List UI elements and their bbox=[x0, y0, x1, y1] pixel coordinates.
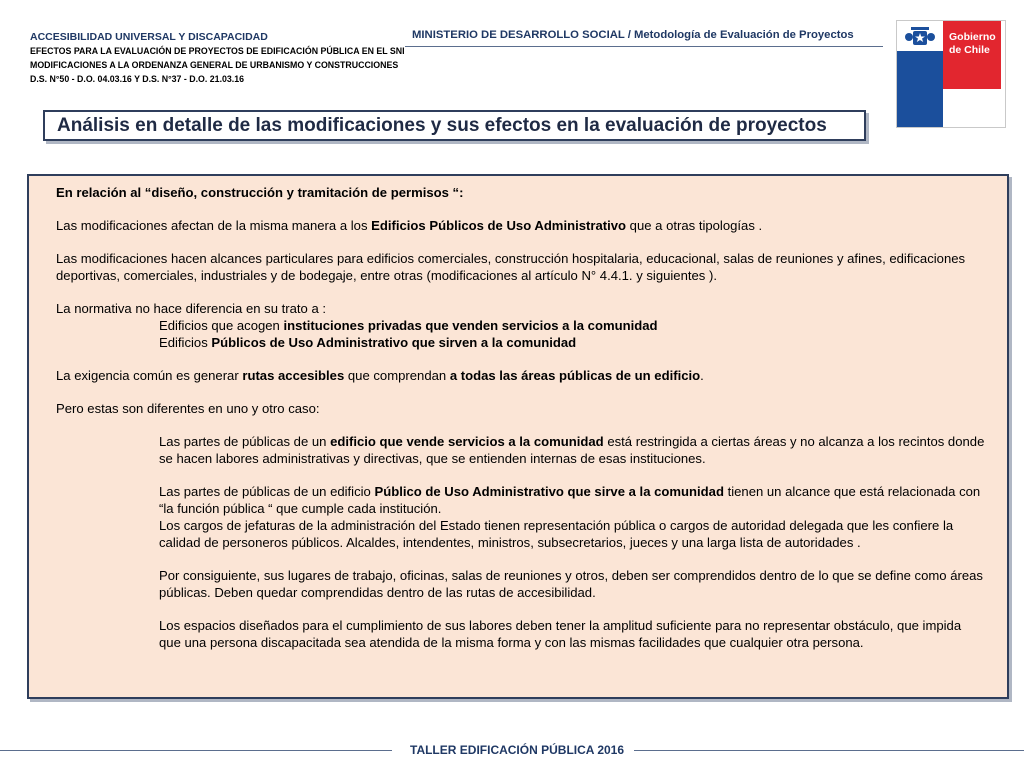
header-divider bbox=[405, 46, 883, 47]
gobierno-de-chile-logo bbox=[896, 20, 1006, 128]
indented-1 bbox=[56, 433, 986, 467]
header-subtitle-2: MODIFICACIONES A LA ORDENANZA GENERAL DE URBANISMO Y CONSTRUCCIONES bbox=[30, 60, 399, 70]
i2-text-c: tienen un alcance que está relacionada con “la función pública “ que cumple cada institución. bbox=[159, 484, 981, 516]
indented-5: Los espacios diseñados para el cumplimiento de sus labores deben tener la amplitud suficiente para no representar obstáculo, que impida que una persona discapacitada sea atendida de la misma forma y con las mismas facilidades que cualquier otra persona. bbox=[159, 618, 962, 650]
paragraph-1 bbox=[56, 217, 986, 234]
i1-text-c: está restringida a ciertas áreas y no alcanza a los recintos donde se hacen labores administrativas y directivas, que se entienden internas de esas instituciones. bbox=[159, 434, 985, 466]
logo-white-band bbox=[943, 89, 1001, 127]
indented-2 bbox=[56, 483, 986, 517]
p1-text-bold: Edificios Públicos de Uso Administrativo bbox=[371, 218, 627, 233]
p1-text-c: que a otras tipologías . bbox=[626, 218, 763, 233]
i2-text-a: Las partes de públicas de un edificio bbox=[159, 484, 375, 499]
footer-rule-right bbox=[634, 750, 1024, 751]
p4-text-c: que comprendan bbox=[344, 368, 450, 383]
footer-text: TALLER EDIFICACIÓN PÚBLICA 2016 bbox=[410, 743, 625, 757]
footer-rule-left bbox=[0, 750, 392, 751]
i2-bold: Público de Uso Administrativo que sirve a la comunidad bbox=[374, 484, 724, 499]
i1-text-a: Las partes de públicas de un bbox=[159, 434, 331, 449]
slide-title: Análisis en detalle de las modificaciones y sus efectos en la evaluación de proyectos bbox=[57, 115, 827, 136]
content-panel bbox=[27, 174, 1009, 699]
bullet-2-bold: Públicos de Uso Administrativo que sirven a la comunidad bbox=[211, 335, 577, 350]
header-subtitle-1: EFECTOS PARA LA EVALUACIÓN DE PROYECTOS DE EDIFICACIÓN PÚBLICA EN EL SNI bbox=[30, 46, 405, 56]
p4-bold-b: rutas accesibles bbox=[242, 368, 345, 383]
p1-text-a: Las modificaciones afectan de la misma manera a los bbox=[56, 218, 372, 233]
p4-text-a: La exigencia común es generar bbox=[56, 368, 243, 383]
bullet-2 bbox=[56, 334, 986, 351]
logo-text-line-1: Gobierno bbox=[949, 31, 996, 43]
logo-text-line-2: de Chile bbox=[949, 44, 990, 56]
indented-4: Por consiguiente, sus lugares de trabajo, oficinas, salas de reuniones y otros, deben ser comprendidos dentro de lo que se define como áreas públicas. Deben quedar comprendidas dentro de las rutas de accesibilidad. bbox=[159, 568, 983, 600]
header-topic: ACCESIBILIDAD UNIVERSAL Y DISCAPACIDAD bbox=[30, 31, 268, 43]
content-text bbox=[56, 184, 986, 651]
p4-text-e: . bbox=[700, 368, 704, 383]
intro-heading bbox=[56, 184, 986, 201]
bullet-2-text: Edificios bbox=[159, 335, 212, 350]
paragraph-2: Las modificaciones hacen alcances particulares para edificios comerciales, construcción hospitalaria, educacional, salas de reuniones y afines, edificaciones deportivas, comerciales, industriales y de bodegaje, entre otras (modificaciones al artículo N° 4.4.1. y siguientes ). bbox=[56, 251, 966, 283]
i1-bold: edificio que vende servicios a la comunidad bbox=[330, 434, 604, 449]
slide-title-box bbox=[43, 110, 866, 141]
bullet-1 bbox=[56, 317, 986, 334]
paragraph-3: La normativa no hace diferencia en su trato a : bbox=[56, 301, 327, 316]
crest-icon bbox=[903, 25, 937, 49]
bullet-1-text: Edificios que acogen bbox=[159, 318, 284, 333]
header-left bbox=[30, 30, 450, 86]
header-ministry: MINISTERIO DE DESARROLLO SOCIAL / Metodología de Evaluación de Proyectos bbox=[412, 29, 854, 41]
indented-3: Los cargos de jefaturas de la administración del Estado tienen representación pública o cargos de autoridad delegada que les confiere la calidad de personeros públicos. Alcaldes, intendentes, ministros, subsecretarios, jueces y una larga lista de autoridades . bbox=[159, 518, 954, 550]
paragraph-4 bbox=[56, 367, 986, 384]
header-subtitle-3: D.S. N°50 - D.O. 04.03.16 Y D.S. N°37 - D.O. 21.03.16 bbox=[30, 74, 245, 84]
intro-heading-text: En relación al “diseño, construcción y tramitación de permisos “: bbox=[56, 185, 464, 200]
bullet-1-bold: instituciones privadas que venden servicios a la comunidad bbox=[283, 318, 658, 333]
p4-bold-d: a todas las áreas públicas de un edificio bbox=[449, 368, 701, 383]
paragraph-5: Pero estas son diferentes en uno y otro caso: bbox=[56, 401, 320, 416]
